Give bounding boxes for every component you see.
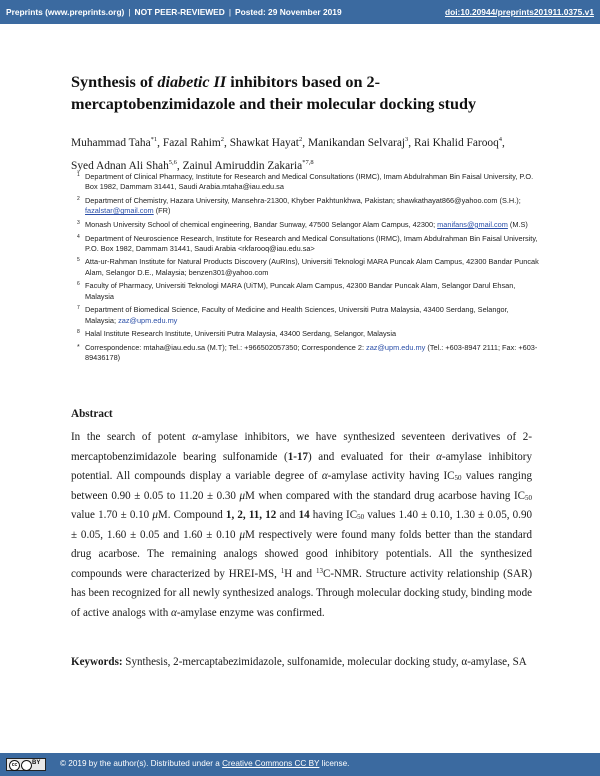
status-label: NOT PEER-REVIEWED xyxy=(134,7,225,17)
email-link[interactable]: zaz@upm.edu.my xyxy=(366,342,426,352)
affiliation-1: 1 Department of Clinical Pharmacy, Institute for Research and Medical Consultations (IRMC), Imam Abdulrahman Bin Faisal University, P.O. Box 1982, Dammam 31441, Saudi Arabia.mtaha@iau.edu.sa xyxy=(77,172,534,192)
posted-date: Posted: 29 November 2019 xyxy=(235,7,342,17)
doi-link[interactable]: doi:10.20944/preprints201911.0375.v1 xyxy=(445,7,594,17)
email-link[interactable]: manifans@gmail.com xyxy=(437,219,508,229)
email-link[interactable]: zaz@upm.edu.my xyxy=(118,315,178,325)
license-text: © 2019 by the author(s). Distributed under a Creative Commons CC BY license. xyxy=(60,759,350,768)
affiliation-2: 2 Department of Chemistry, Hazara University, Mansehra-21300, Khyber Pakhtunkhwa, Pakistan; shawkathayat866@yahoo.com (S.H.); fazalstar@gmail.com (FR) xyxy=(77,195,521,216)
affiliation-6: 6 Faculty of Pharmacy, Universiti Teknologi MARA (UiTM), Puncak Alam Campus, 42300 Bandar Puncak Alam, Selangor Darul Ehsan, Malaysia xyxy=(77,281,516,301)
author-list xyxy=(71,130,541,176)
header-bar xyxy=(0,0,600,24)
author: Fazal Rahim$^2$, xyxy=(162,136,230,149)
person-icon xyxy=(21,760,32,771)
author: Zainul Amiruddin Zakaria$^{*7,8}$ xyxy=(182,158,314,172)
by-label: BY xyxy=(32,760,41,766)
author: Shawkat Hayat$^2$, xyxy=(229,136,308,149)
header-left: Preprints (www.preprints.org) | NOT PEER-REVIEWED | Posted: 29 November 2019 xyxy=(6,7,342,17)
cc-icon: cc xyxy=(9,760,20,771)
affiliation-8: 8 Halal Institute Research Institute, Universiti Putra Malaysia, 43400 Serdang, Selangor, Malaysia xyxy=(77,329,397,339)
correspondence: * Correspondence: mtaha@iau.edu.sa (M.T); Tel.: +966502057350; Correspondence 2: zaz@upm.edu.my (Tel.: +603-8947 2111; Fax: +603-89436178) xyxy=(77,342,538,363)
author: Rai Khalid Farooq$^4$, xyxy=(414,136,505,149)
author: Muhammad Taha$^{*1}$, xyxy=(71,136,163,149)
license-link[interactable]: Creative Commons CC BY xyxy=(222,759,320,768)
affiliations xyxy=(71,172,541,367)
affiliation-4: 4 Department of Neuroscience Research, Institute for Research and Medical Consultations (IRMC), Imam Abdulrahman Bin Faisal University, P.O. Box 1982, Dammam 31441, Saudi Arabia <rkfarooq@iau.edu.sa> xyxy=(77,233,538,253)
paper-title: Synthesis of diabetic II inhibitors based on 2-mercaptobenzimidazole and their molecular docking study xyxy=(71,73,477,113)
footer-bar xyxy=(0,753,600,776)
affiliation-3: 3 Monash University School of chemical engineering, Bandar Sunway, 47500 Selangor Alam Campus, 42300; manifans@gmail.com (M.S) xyxy=(77,219,528,229)
affiliation-5: 5 Atta-ur-Rahman Institute for Natural Products Discovery (AuRIns), Universiti Teknologi MARA Puncak Alam Campus, 42300 Bandar Puncak Alam, Selangor D.E., Malaysia; benzen301@yahoo.com xyxy=(77,257,539,277)
keywords-label: Keywords: xyxy=(71,656,123,668)
affiliation-7: 7 Department of Biomedical Science, Faculty of Medicine and Health Sciences, Universiti Putra Malaysia, 43400 Serdang, Selangor, Malaysia; zaz@upm.edu.my xyxy=(77,305,509,325)
source-link[interactable]: Preprints (www.preprints.org) xyxy=(6,7,125,17)
cc-by-badge-icon[interactable] xyxy=(6,758,46,771)
author: Syed Adnan Ali Shah$^{5,6}$, xyxy=(71,158,183,172)
email-link[interactable]: fazalstar@gmail.com xyxy=(85,206,154,216)
abstract-body: In the search of potent α-amylase inhibitors, we have synthesized seventeen derivatives of 2-mercaptobenzimidazole bearing sulfonamide (1-17) and evaluated for their α-amylase inhibitory potential. All compounds display a variable degree of α-amylase activity having $IC_{50}$ values ranging between 0.90 ± 0.05 to 11.20 ± 0.30 μM when compared with the standard drug acarbose having $IC_{50}$ value 1.70 ± 0.10 μM. Compound 1, 2, 11, 12 and 14 having $IC_{50}$ values 1.40 ± 0.10, 1.30 ± 0.05, 0.90 ± 0.05, 1.60 ± 0.05 and 1.60 ± 0.10 μM respectively were found many folds better than the standard drug acarbose. The remaining analogs showed good inhibitory potentials. All the synthesized compounds were characterized by HREI-MS, $^1$H and $^{13}$C-NMR. Structure activity relationship (SAR) has been recognized for all newly synthesized analogs. Through molecular docking study, binding mode of active analogs with α-amylase enzyme was confirmed. xyxy=(71,431,532,619)
abstract-heading: Abstract xyxy=(71,408,113,420)
keywords xyxy=(71,653,532,673)
keywords-text: Synthesis, 2-mercaptabezimidazole, sulfonamide, molecular docking study, α-amylase, SA xyxy=(122,656,527,668)
author: Manikandan Selvaraj$^3$, xyxy=(307,136,414,149)
